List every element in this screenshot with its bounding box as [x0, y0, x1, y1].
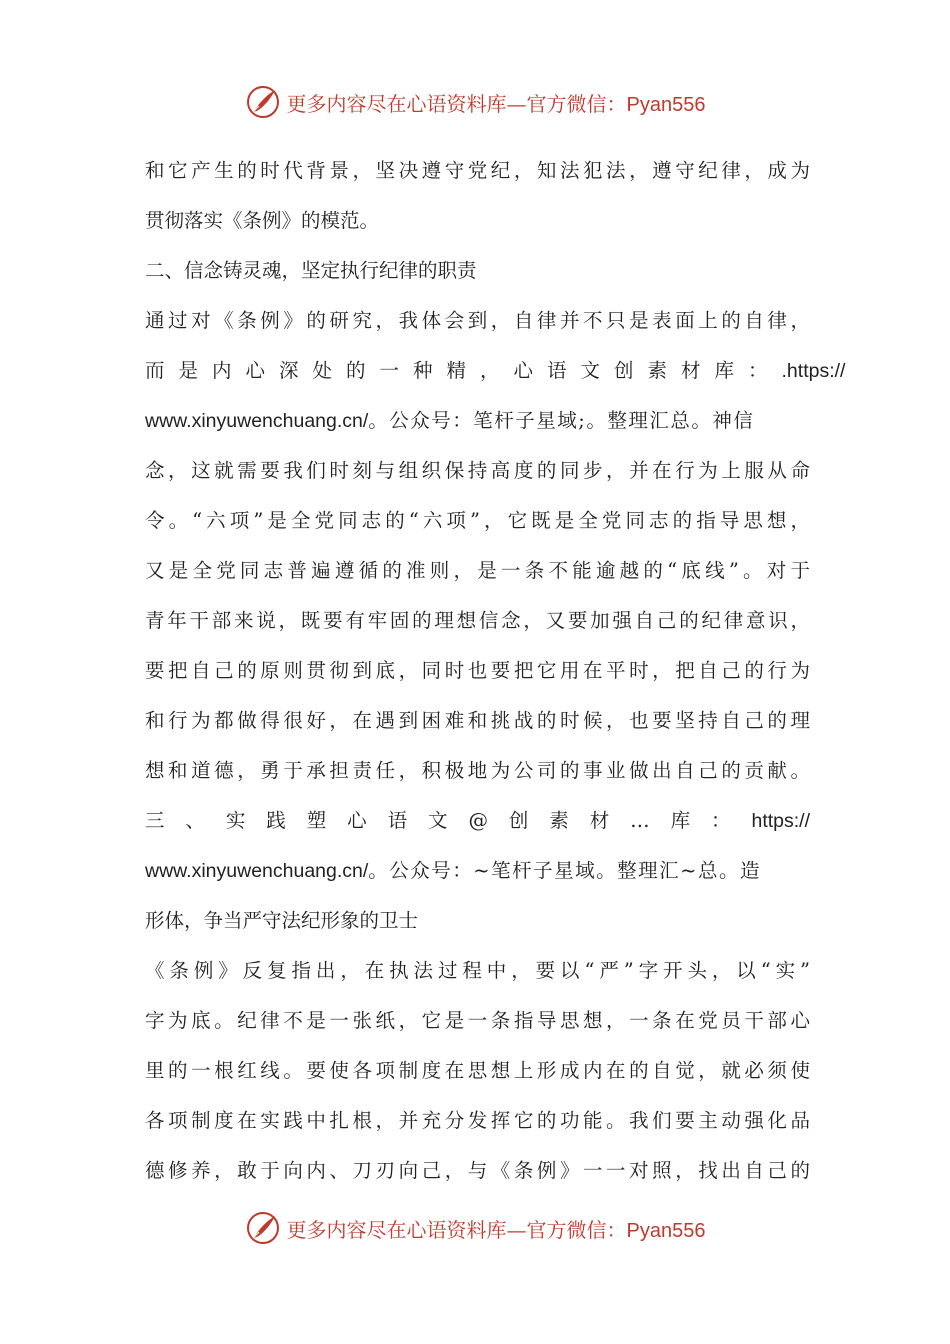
banner-title: 更多内容尽在心语资料库 [286, 1217, 507, 1242]
header-banner [0, 82, 950, 122]
banner-dash: — [506, 91, 527, 116]
banner-text [287, 1214, 706, 1243]
text-line: 念，这就需要我们时刻与组织保持高度的同步，并在行为上服从命 [145, 459, 810, 482]
section-heading: 二、信念铸灵魂，坚定执行纪律的职责 [145, 259, 477, 282]
text-line: 要把自己的原则贯彻到底，同时也要把它用在平时，把自己的行为 [145, 659, 810, 682]
text-line: 青年干部来说，既要有牢固的理想信念，又要加强自己的纪律意识， [145, 609, 810, 632]
text-line: 而是内心深处的一种精，心语文创素材库：.https:// [145, 359, 846, 382]
text-line: 德修养，敢于向内、刀刃向己，与《条例》一一对照，找出自己的 [145, 1159, 810, 1182]
text-line: 《条例》反复指出，在执法过程中，要以“严”字开头，以“实” [145, 959, 810, 982]
quill-pen-icon [245, 84, 281, 120]
banner-text [287, 88, 706, 117]
text-line: 各项制度在实践中扎根，并充分发挥它的功能。我们要主动强化品 [145, 1109, 810, 1132]
banner-wechat-id: Pyan556 [626, 93, 706, 116]
banner-wechat-label: 官方微信： [526, 91, 627, 116]
text-line: 想和道德，勇于承担责任，积极地为公司的事业做出自己的贡献。 [145, 759, 810, 782]
text-line: 里的一根红线。要使各项制度在思想上形成内在的自觉，就必须使 [145, 1059, 810, 1082]
banner-title: 更多内容尽在心语资料库 [286, 91, 507, 116]
section-heading: www.xinyuwenchuang.cn/。公众号：~笔杆子星域。整理汇~总。造 [145, 859, 761, 882]
footer-banner [0, 1208, 950, 1248]
text-line: 令。“六项”是全党同志的“六项”，它既是全党同志的指导思想， [145, 509, 810, 532]
text-line: 贯彻落实《条例》的模范。 [145, 209, 380, 232]
document-body [145, 146, 846, 1196]
banner-dash: — [506, 1217, 527, 1242]
section-heading: 三、实践塑心语文@创素材…库：https:// [145, 809, 810, 832]
text-line: 又是全党同志普遍遵循的准则，是一条不能逾越的“底线”。对于 [145, 559, 810, 582]
banner-wechat-id: Pyan556 [626, 1219, 706, 1242]
text-line: 和行为都做得很好，在遇到困难和挑战的时候，也要坚持自己的理 [145, 709, 810, 732]
text-line: www.xinyuwenchuang.cn/。公众号：笔杆子星域;。整理汇总。神信 [145, 409, 755, 432]
section-heading: 形体，争当严守法纪形象的卫士 [145, 909, 419, 932]
quill-pen-icon [245, 1210, 281, 1246]
text-line: 通过对《条例》的研究，我体会到，自律并不只是表面上的自律， [145, 309, 810, 332]
banner-wechat-label: 官方微信： [526, 1217, 627, 1242]
text-line: 和它产生的时代背景，坚决遵守党纪，知法犯法，遵守纪律，成为 [145, 159, 810, 182]
text-line: 字为底。纪律不是一张纸，它是一条指导思想，一条在党员干部心 [145, 1009, 810, 1032]
